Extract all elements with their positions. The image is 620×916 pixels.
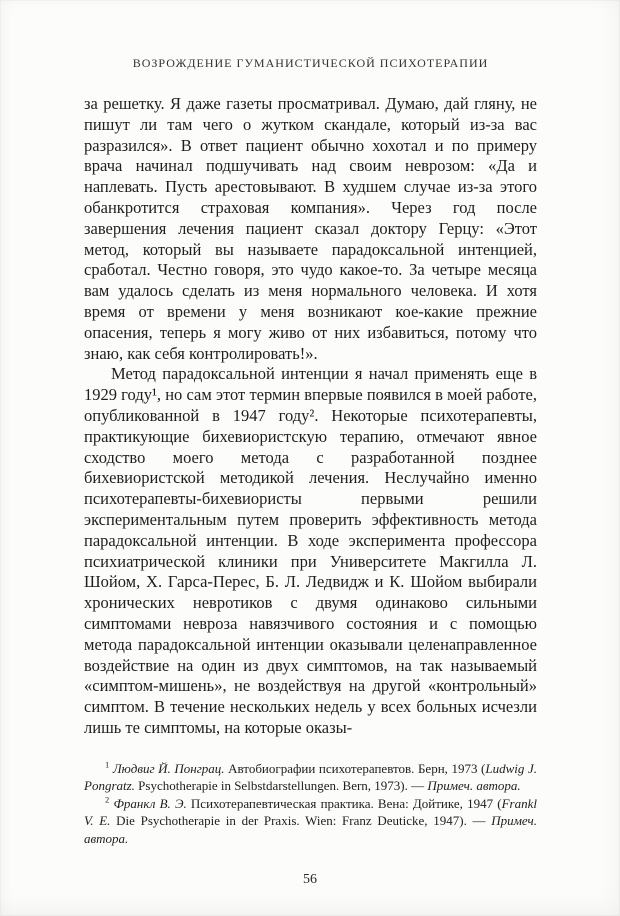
body-text xyxy=(84,94,537,739)
paragraph: Метод парадоксальной интенции я начал применять еще в 1929 году¹, но сам этот термин впервые появился в моей работе, опубликованной в 1947 году². Некоторые психотерапевты, практикующие бихевиористскую терапию, отмечают явное сходство моего метода с разработанной позднее бихевиористской методикой лечения. Неслучайно именно психотерапевты-бихевиористы первыми решили экспериментальным путем проверить эффективность метода парадоксальной интенции. В ходе эксперимента профессора психиатрической клиники при Университете Макгилла Л. Шойом, Х. Гарса-Перес, Б. Л. Ледвидж и К. Шойом выбирали хронических невротиков с двумя одинаково сильными симптомами невроза навязчивого состояния и с помощью метода парадоксальной интенции оказывали целенаправленное воздействие на один из двух симптомов, на так называемый «симптом-мишень», не воздействуя на другой «контрольный» симптом. В течение нескольких недель у всех больных исчезли лишь те симптомы, на которые оказы- xyxy=(84,364,537,737)
footnote-2-text-ru: Психотерапевтическая практика. Вена: Дойтике, 1947 ( xyxy=(186,795,502,811)
footnote-1-text-ru: Автобиографии психотерапевтов. Берн, 1973 ( xyxy=(224,760,486,776)
page-number: 56 xyxy=(303,872,317,887)
footnote-1 xyxy=(84,760,537,795)
footnote-1-author-latin: Ludwig J. Pongratz. xyxy=(84,760,537,794)
footnote-2-author-ru: Франкл В. Э. xyxy=(109,795,187,811)
footnote-1-marker: 1 xyxy=(105,759,110,770)
running-head: ВОЗРОЖДЕНИЕ ГУМАНИСТИЧЕСКОЙ ПСИХОТЕРАПИИ xyxy=(132,56,489,70)
footnote-1-author-ru: Людвиг Й. Понграц. xyxy=(109,760,225,776)
footnote-1-authors-note: Примеч. автора. xyxy=(427,778,521,794)
footnote-2-authors-note: Примеч. автора. xyxy=(84,813,537,847)
footnote-1-text-latin: Psychotherapie in Selbstdarstellungen. Bern, 1973). — xyxy=(134,778,428,794)
footnote-2-text-latin: Die Psychotherapie in der Praxis. Wien: Franz Deuticke, 1947). — xyxy=(110,813,492,829)
footnotes-block xyxy=(84,760,537,848)
footnote-2-marker: 2 xyxy=(105,794,110,805)
footnote-2 xyxy=(84,795,537,848)
paragraph-continued: за решетку. Я даже газеты просматривал. Думаю, дай гляну, не пишут ли там чего о жутком скандале, который из-за вас разразился». В ответ пациент обычно хохотал и по примеру врача начинал подшучивать над своим неврозом: «Да и наплевать. Пусть арестовывают. В худшем случае из-за этого обанкротится страховая компания». Через год после завершения лечения пациент сказал доктору Герцу: «Этот метод, который вы называете парадоксальной интенцией, сработал. Честно говоря, это чудо какое-то. За четыре месяца вам удалось сделать из меня нормального человека. И хотя время от времени у меня возникают кое-какие прежние опасения, теперь я могу живо от них избавиться, потому что знаю, как себя контролировать!». xyxy=(84,94,537,363)
footnote-2-author-latin: Frankl V. E. xyxy=(84,795,537,829)
